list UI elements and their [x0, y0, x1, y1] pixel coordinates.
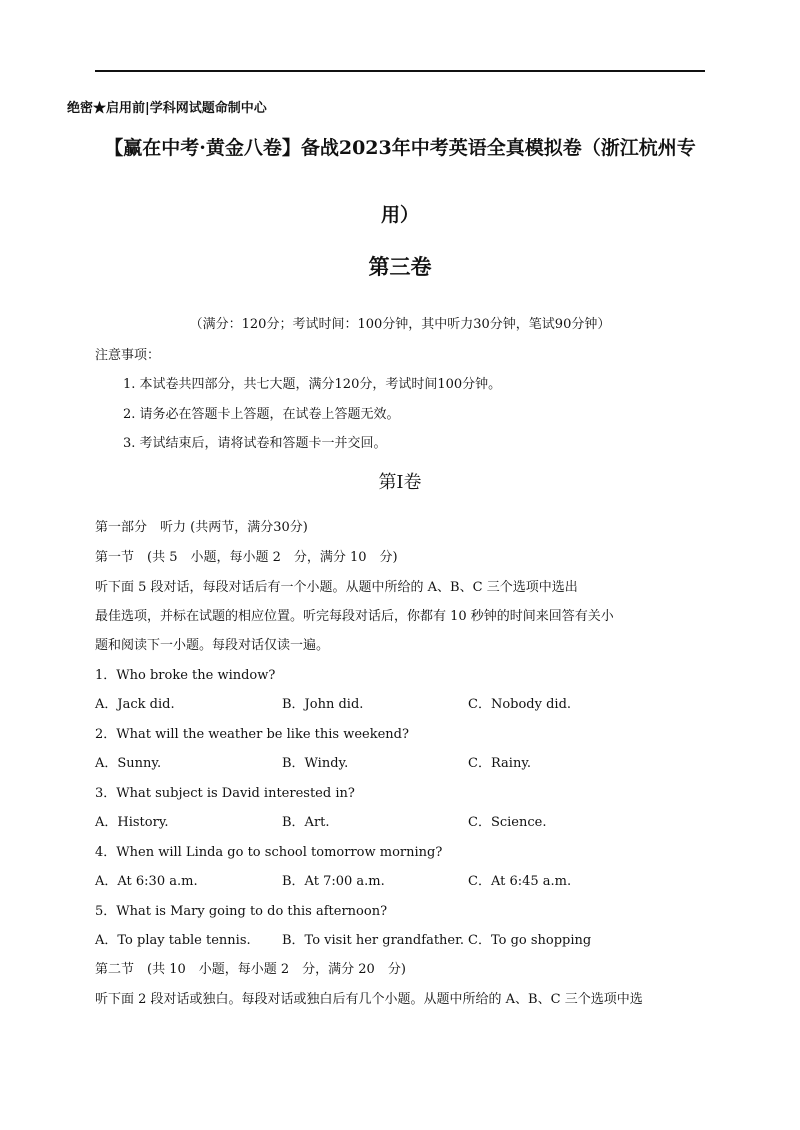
confidential-note: 绝密★启用前|学科网试题命制中心 [67, 101, 267, 116]
notice-item-1: 1. 本试卷共四部分，共七大题，满分120分，考试时间100分钟。 [123, 377, 502, 392]
question-3-option-c: C．Science. [468, 815, 547, 830]
section1-heading: 第一节 (共 5 小题，每小题 2 分，满分 10 分) [95, 550, 398, 565]
question-2-option-a: A．Sunny. [95, 756, 162, 771]
section1-instruction-2: 最佳选项，并标在试题的相应位置。听完每段对话后，你都有 10 秒钟的时间来回答有关小 [95, 609, 614, 624]
exam-meta: （满分：120分；考试时间：100分钟，其中听力30分钟，笔试90分钟） [189, 317, 611, 332]
exam-title-line-1: 【赢在中考·黄金八卷】备战2023年中考英语全真模拟卷（浙江杭州专 [104, 137, 696, 159]
part1-heading: 第一部分 听力 (共两节，满分30分) [95, 520, 308, 535]
question-1-option-c: C．Nobody did. [468, 697, 572, 712]
question-1-option-b: B．John did. [282, 697, 364, 712]
question-2-option-b: B．Windy. [282, 756, 349, 771]
exam-title-line-2: 用） [380, 204, 419, 226]
section2-heading: 第二节 (共 10 小题，每小题 2 分，满分 20 分) [95, 962, 406, 977]
question-4-option-b: B．At 7:00 a.m. [282, 874, 385, 889]
notice-label: 注意事项： [95, 348, 161, 363]
question-4-option-a: A．At 6:30 a.m. [95, 874, 198, 889]
section2-instruction: 听下面 2 段对话或独白。每段对话或独白后有几个小题。从题中所给的 A、B、C 三个选项中选 [95, 992, 643, 1007]
volume-title: 第三卷 [368, 254, 432, 279]
question-1-stem: 1．Who broke the window? [95, 668, 276, 683]
question-3-option-a: A．History. [95, 815, 169, 830]
question-2-option-c: C．Rainy. [468, 756, 532, 771]
top-rule [95, 70, 705, 72]
section1-instruction-1: 听下面 5 段对话，每段对话后有一个小题。从题中所给的 A、B、C 三个选项中选出 [95, 580, 578, 595]
question-5-option-c: C．To go shopping [468, 933, 592, 948]
notice-item-2: 2. 请务必在答题卡上答题，在试卷上答题无效。 [123, 407, 400, 422]
question-3-option-b: B．Art. [282, 815, 330, 830]
question-3-stem: 3．What subject is David interested in? [95, 786, 355, 801]
question-4-option-c: C．At 6:45 a.m. [468, 874, 572, 889]
part-title: 第I卷 [378, 472, 422, 493]
question-2-stem: 2．What will the weather be like this weekend? [95, 727, 409, 742]
question-5-option-b: B．To visit her grandfather. [282, 933, 465, 948]
question-5-option-a: A．To play table tennis. [95, 933, 251, 948]
question-5-stem: 5．What is Mary going to do this afternoon? [95, 904, 388, 919]
question-4-stem: 4．When will Linda go to school tomorrow morning? [95, 845, 443, 860]
section1-instruction-3: 题和阅读下一小题。每段对话仅读一遍。 [95, 638, 330, 653]
question-1-option-a: A．Jack did. [95, 697, 175, 712]
notice-item-3: 3. 考试结束后，请将试卷和答题卡一并交回。 [123, 436, 387, 451]
